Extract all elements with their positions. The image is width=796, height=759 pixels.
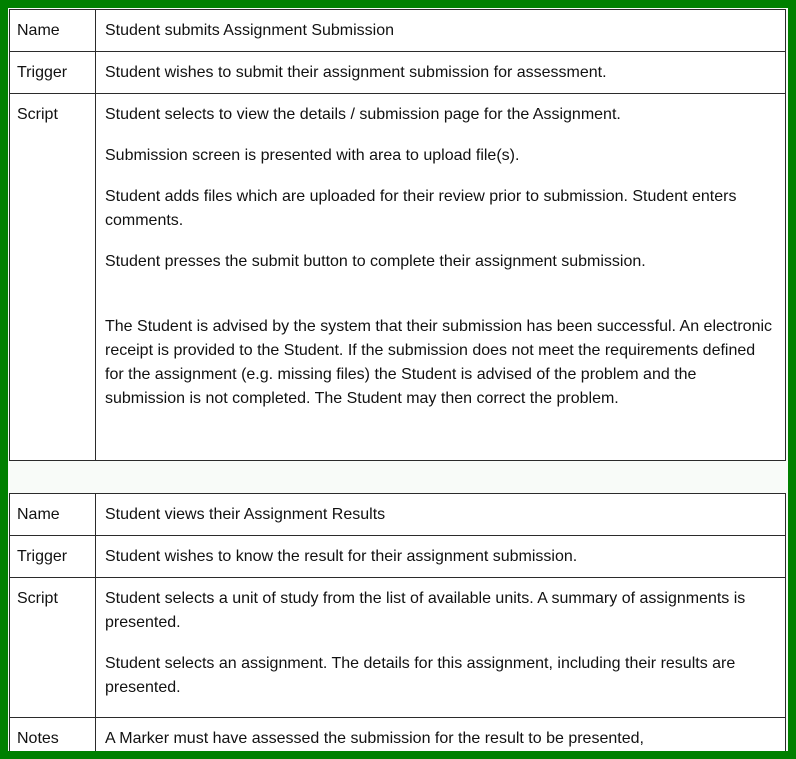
notes-value: A Marker must have assessed the submission for the result to be presented, <box>96 718 786 759</box>
script-paragraph: Student presses the submit button to complete their assignment submission. <box>105 253 646 270</box>
table-row <box>10 94 786 461</box>
trigger-value: Student wishes to know the result for their assignment submission. <box>96 536 786 578</box>
script-label: Script <box>10 94 96 461</box>
script-paragraph: Student selects a unit of study from the list of available units. A summary of assignments is presented. <box>105 590 746 631</box>
name-label: Name <box>10 10 96 52</box>
trigger-label: Trigger <box>10 536 96 578</box>
name-value: Student submits Assignment Submission <box>96 10 786 52</box>
script-paragraph: Submission screen is presented with area to upload file(s). <box>105 147 520 164</box>
table-row <box>10 578 786 718</box>
script-value <box>96 94 786 461</box>
script-label: Script <box>10 578 96 718</box>
script-value <box>96 578 786 718</box>
name-value: Student views their Assignment Results <box>96 494 786 536</box>
script-paragraph: Student adds files which are uploaded for their review prior to submission. Student enters comments. <box>105 188 737 229</box>
trigger-label: Trigger <box>10 52 96 94</box>
notes-label: Notes <box>10 718 96 759</box>
script-paragraph: Student selects to view the details / submission page for the Assignment. <box>105 106 621 123</box>
table-row <box>10 494 786 536</box>
name-label: Name <box>10 494 96 536</box>
script-paragraph: The Student is advised by the system that their submission has been successful. An electronic receipt is provided to the Student. If the submission does not meet the requirements defined for the assignment (e.g. missing files) the Student is advised of the problem and the submission is not completed. The Student may then correct the problem. <box>105 318 773 407</box>
use-case-table-view-results <box>9 493 786 759</box>
script-paragraph: Student selects an assignment. The details for this assignment, including their results are presented. <box>105 655 736 696</box>
table-row <box>10 10 786 52</box>
table-row <box>10 718 786 759</box>
use-case-table-submit-assignment <box>9 9 786 461</box>
table-row <box>10 536 786 578</box>
table-row <box>10 52 786 94</box>
trigger-value: Student wishes to submit their assignment submission for assessment. <box>96 52 786 94</box>
